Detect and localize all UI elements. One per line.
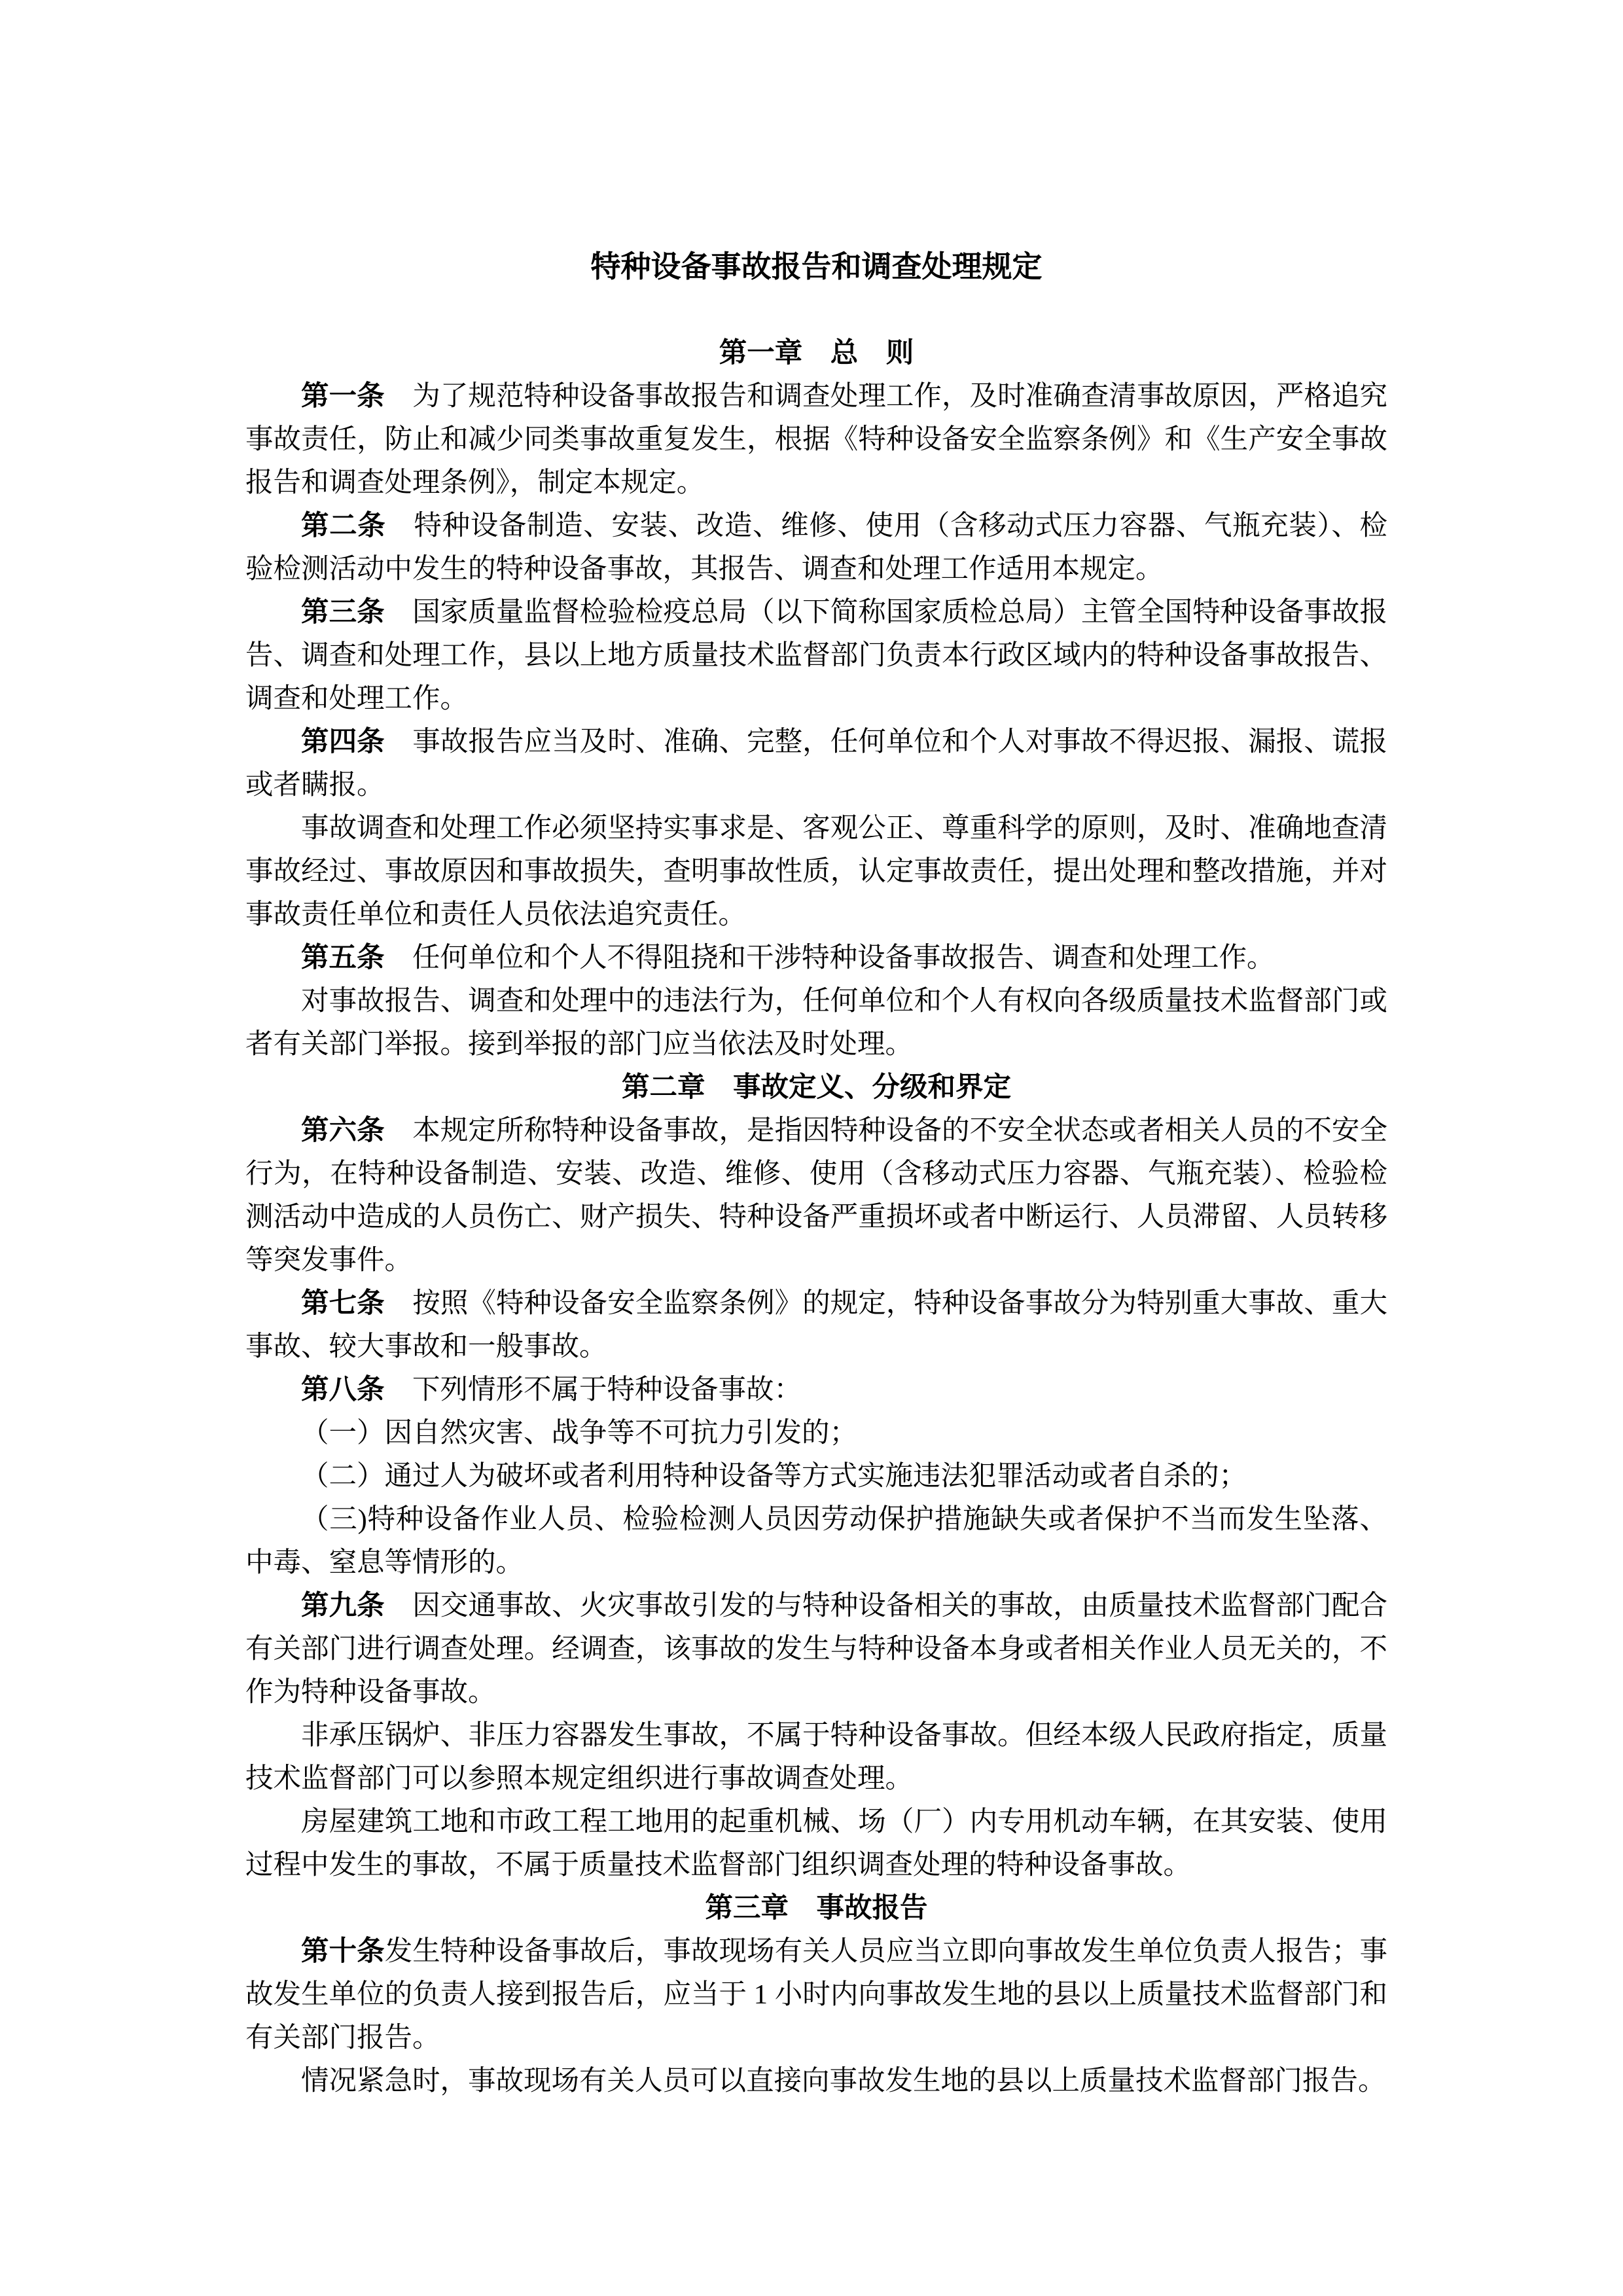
body-paragraph: 情况紧急时，事故现场有关人员可以直接向事故发生地的县以上质量技术监督部门报告。 bbox=[301, 2066, 1386, 2096]
article-number: 第十条 bbox=[301, 1936, 385, 1967]
article-paragraph: 第五条 任何单位和个人不得阻挠和干涉特种设备事故报告、调查和处理工作。 bbox=[301, 942, 1275, 973]
body-paragraph: （三)特种设备作业人员、检验检测人员因劳动保护措施缺失或者保护不当而发生坠落、中毒、窒息等情形的。 bbox=[245, 1504, 1387, 1578]
article-paragraph: 第七条 按照《特种设备安全监察条例》的规定，特种设备事故分为特别重大事故、重大事故、较大事故和一般事故。 bbox=[245, 1288, 1387, 1362]
article-number: 第八条 bbox=[301, 1374, 413, 1405]
chapter-heading: 第一章 总 则 bbox=[719, 338, 914, 368]
article-number: 第七条 bbox=[301, 1288, 413, 1319]
body-paragraph: 房屋建筑工地和市政工程工地用的起重机械、场（厂）内专用机动车辆，在其安装、使用过程中发生的事故，不属于质量技术监督部门组织调查处理的特种设备事故。 bbox=[245, 1806, 1387, 1880]
document-title: 特种设备事故报告和调查处理规定 bbox=[590, 250, 1043, 283]
article-number: 第五条 bbox=[301, 942, 413, 973]
article-number: 第一条 bbox=[301, 381, 413, 412]
article-number: 第四条 bbox=[301, 726, 413, 757]
article-paragraph: 第一条 为了规范特种设备事故报告和调查处理工作，及时准确查清事故原因，严格追究事故责任，防止和减少同类事故重复发生，根据《特种设备安全监察条例》和《生产安全事故报告和调查处理条例》，制定本规定。 bbox=[245, 381, 1387, 498]
body-paragraph: 对事故报告、调查和处理中的违法行为，任何单位和个人有权向各级质量技术监督部门或者有关部门举报。接到举报的部门应当依法及时处理。 bbox=[245, 986, 1387, 1060]
body-paragraph: （二）通过人为破坏或者利用特种设备等方式实施违法犯罪活动或者自杀的； bbox=[301, 1461, 1247, 1492]
article-paragraph: 第二条 特种设备制造、安装、改造、维修、使用（含移动式压力容器、气瓶充装）、检验检测活动中发生的特种设备事故，其报告、调查和处理工作适用本规定。 bbox=[245, 511, 1387, 584]
article-number: 第九条 bbox=[301, 1590, 413, 1621]
article-paragraph: 第四条 事故报告应当及时、准确、完整，任何单位和个人对事故不得迟报、漏报、谎报或者瞒报。 bbox=[245, 726, 1387, 800]
body-paragraph: （一）因自然灾害、战争等不可抗力引发的； bbox=[301, 1418, 858, 1448]
article-paragraph: 第九条 因交通事故、火灾事故引发的与特种设备相关的事故，由质量技术监督部门配合有关部门进行调查处理。经调查，该事故的发生与特种设备本身或者相关作业人员无关的，不作为特种设备事故。 bbox=[245, 1590, 1387, 1708]
document-body bbox=[245, 332, 1387, 2103]
article-paragraph: 第三条 国家质量监督检验检疫总局（以下简称国家质检总局）主管全国特种设备事故报告、调查和处理工作，县以上地方质量技术监督部门负责本行政区域内的特种设备事故报告、调查和处理工作。 bbox=[245, 597, 1387, 714]
article-number: 第三条 bbox=[301, 597, 413, 628]
article-paragraph: 第六条 本规定所称特种设备事故，是指因特种设备的不安全状态或者相关人员的不安全行为，在特种设备制造、安装、改造、维修、使用（含移动式压力容器、气瓶充装）、检验检测活动中造成的人员伤亡、财产损失、特种设备严重损坏或者中断运行、人员滞留、人员转移等突发事件。 bbox=[245, 1115, 1387, 1276]
article-number: 第六条 bbox=[301, 1115, 413, 1146]
article-number: 第二条 bbox=[301, 511, 414, 541]
article-paragraph: 第十条发生特种设备事故后，事故现场有关人员应当立即向事故发生单位负责人报告；事故发生单位的负责人接到报告后，应当于 1 小时内向事故发生地的县以上质量技术监督部门和有关部门报告。 bbox=[245, 1936, 1387, 2053]
chapter-heading: 第三章 事故报告 bbox=[705, 1893, 928, 1924]
article-paragraph: 第八条 下列情形不属于特种设备事故： bbox=[301, 1374, 802, 1405]
body-paragraph: 非承压锅炉、非压力容器发生事故，不属于特种设备事故。但经本级人民政府指定，质量技术监督部门可以参照本规定组织进行事故调查处理。 bbox=[245, 1720, 1387, 1794]
chapter-heading: 第二章 事故定义、分级和界定 bbox=[621, 1072, 1011, 1103]
body-paragraph: 事故调查和处理工作必须坚持实事求是、客观公正、尊重科学的原则，及时、准确地查清事故经过、事故原因和事故损失，查明事故性质，认定事故责任，提出处理和整改措施，并对事故责任单位和责任人员依法追究责任。 bbox=[245, 813, 1387, 930]
